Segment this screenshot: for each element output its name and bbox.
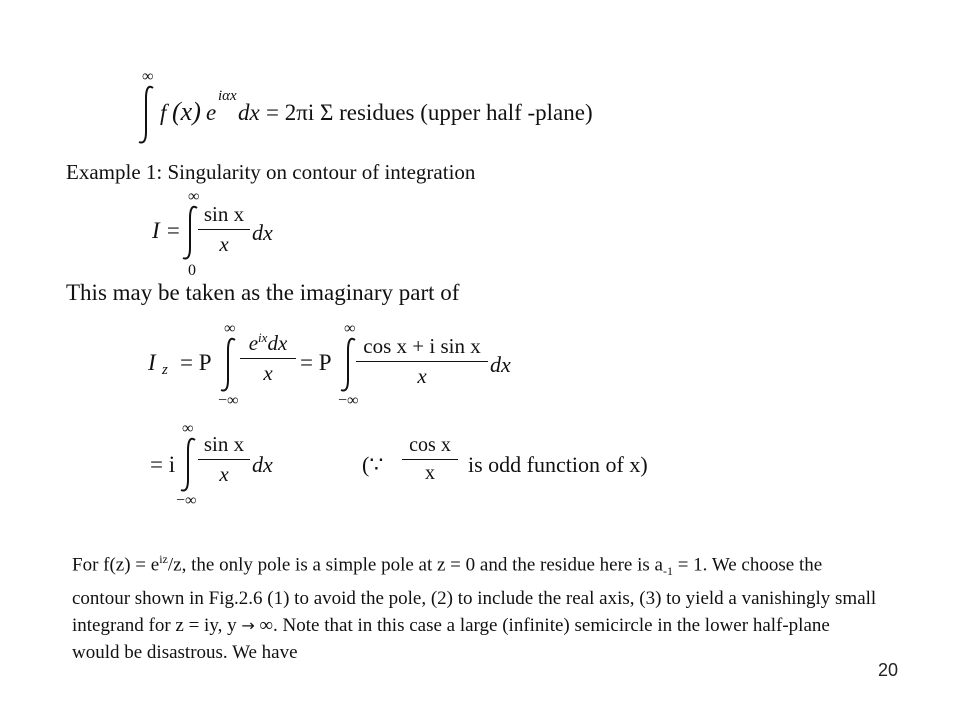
- note-denominator: x: [425, 462, 435, 484]
- lower-limit-1: −∞: [218, 392, 239, 409]
- integral-sign-icon: [178, 436, 200, 494]
- imaginary-part-text: This may be taken as the imaginary part of: [66, 280, 460, 305]
- upper-limit: ∞: [142, 68, 154, 85]
- integrand-f: f: [160, 100, 167, 125]
- integrand-exponent: iαx: [218, 88, 237, 104]
- integral-sign-icon: [218, 336, 240, 394]
- lhs-I: I: [148, 350, 156, 375]
- upper-limit-1: ∞: [224, 320, 236, 337]
- note-text: is odd function of x): [468, 452, 648, 477]
- explanation-paragraph: For $f(z) = e^{iz}/z$, the only pole is a simple pole at z = 0 and the residue here is $a_{-1} = 1$. We choose the contour shown in Fig.2.6 (1) to avoid the pole, (2) to include the real axis, (3) to yield a vanishingly small integrand for z = iy, y → ∞. Note that in this case a large (infinite) semicircle in the lower half-plane would be disastrous. We have: [72, 552, 877, 664]
- numerator-2: cos x + i sin x: [363, 334, 481, 358]
- principal-value-2: = P: [300, 350, 332, 375]
- differential: dx: [252, 452, 273, 477]
- fraction: [198, 432, 250, 487]
- note-numerator: cos x: [409, 434, 451, 456]
- denominator-2: x: [417, 364, 427, 388]
- lhs-i: = i: [150, 452, 176, 477]
- because-symbol: (∵: [362, 452, 384, 477]
- upper-limit: ∞: [188, 188, 200, 205]
- numerator-1: $e^{ix}dx$: [248, 330, 288, 355]
- principal-value-1: = P: [180, 350, 212, 375]
- integral-sign-icon: [136, 84, 158, 146]
- equation-rhs: = 2πi Σ residues (upper half -plane): [266, 100, 593, 125]
- numerator: sin x: [203, 432, 245, 456]
- numerator: sin x: [203, 202, 245, 226]
- note-fraction: [402, 434, 458, 485]
- page-number: 20: [878, 660, 899, 680]
- differential: dx: [252, 220, 273, 245]
- lower-limit-2: −∞: [338, 392, 359, 409]
- arrow-icon: →: [241, 616, 255, 636]
- lower-limit: −∞: [176, 492, 197, 509]
- integrand-dx: dx: [238, 100, 260, 125]
- lhs-I: I =: [152, 218, 181, 243]
- denominator: x: [219, 462, 229, 486]
- upper-limit: ∞: [182, 420, 194, 437]
- example-heading: Example 1: Singularity on contour of integration: [66, 160, 476, 184]
- fraction-2: [356, 334, 488, 389]
- fraction-1: [240, 330, 296, 386]
- denominator-1: x: [263, 361, 273, 385]
- differential: dx: [490, 352, 511, 377]
- denominator: x: [219, 232, 229, 256]
- upper-limit-2: ∞: [344, 320, 356, 337]
- integrand-e: e: [206, 100, 217, 125]
- fraction: [198, 202, 250, 257]
- lower-limit: 0: [188, 262, 196, 279]
- integrand-arg: (x): [172, 97, 201, 126]
- lhs-subscript: z: [162, 362, 168, 378]
